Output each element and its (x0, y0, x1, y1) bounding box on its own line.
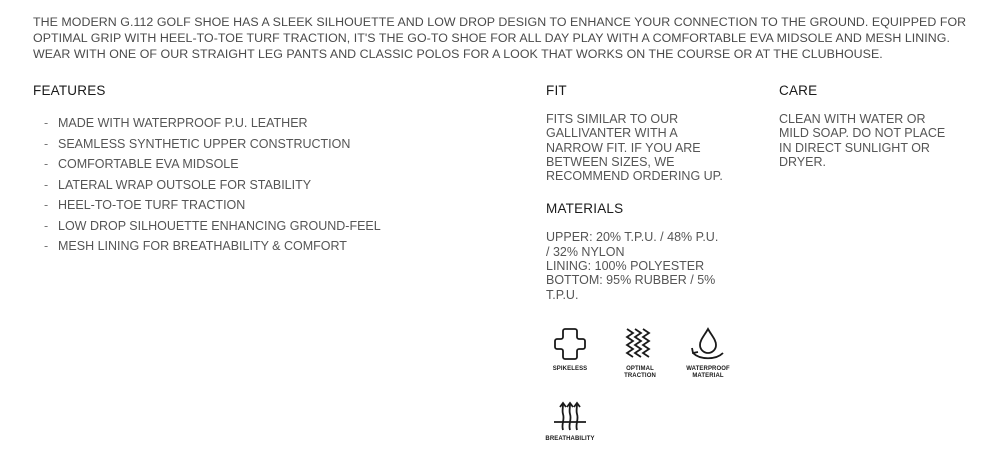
spikeless-badge (538, 326, 602, 373)
features-section (33, 83, 513, 257)
care-section (779, 83, 979, 169)
list-item: - COMFORTABLE EVA MIDSOLE (44, 157, 239, 171)
features-list (33, 113, 513, 257)
waterproof-icon (690, 326, 726, 362)
fit-section (546, 83, 746, 302)
breathability-badge (538, 398, 602, 443)
materials-heading: MATERIALS (546, 201, 624, 217)
features-heading: FEATURES (33, 83, 106, 98)
list-item: - SEAMLESS SYNTHETIC UPPER CONSTRUCTION (44, 136, 351, 151)
waterproof-badge (676, 326, 740, 380)
spikeless-caption: SPIKELESS (552, 366, 588, 372)
waterproof-caption: WATERPROOF MATERIAL (686, 366, 730, 379)
list-item: - LATERAL WRAP OUTSOLE FOR STABILITY (44, 177, 312, 192)
list-item: - MADE WITH WATERPROOF P.U. LEATHER (44, 116, 308, 130)
care-text: CLEAN WITH WATER OR MILD SOAP. DO NOT PLACE IN DIRECT SUNLIGHT OR DRYER. (779, 112, 946, 169)
traction-badge (608, 326, 672, 380)
list-item: - HEEL-TO-TOE TURF TRACTION (44, 198, 246, 212)
care-heading: CARE (779, 83, 818, 98)
product-description: THE MODERN G.112 GOLF SHOE HAS A SLEEK SILHOUETTE AND LOW DROP DESIGN TO ENHANCE YOUR CONNECTION TO THE GROUND. EQUIPPED FOR OPTIMAL GRIP WITH HEEL-TO-TOE TURF TRACTION, IT'S THE GO-TO SHOE FOR ALL DAY PLAY WITH A COMFORTABLE EVA MIDSOLE AND MESH LINING. WEAR WITH ONE OF OUR STRAIGHT LEG PANTS AND CLASSIC POLOS FOR A LOOK THAT WORKS ON THE COURSE OR AT THE CLUBHOUSE. (33, 15, 967, 61)
list-item: - MESH LINING FOR BREATHABILITY & COMFORT (44, 239, 347, 253)
breathability-icon (552, 398, 588, 432)
fit-heading: FIT (546, 83, 567, 98)
materials-text: UPPER: 20% T.P.U. / 48% P.U. / 32% NYLON LINING: 100% POLYESTER BOTTOM: 95% RUBBER / 5% T.P.U. (546, 230, 719, 302)
list-item: - LOW DROP SILHOUETTE ENHANCING GROUND-FEEL (44, 218, 381, 233)
traction-icon (622, 326, 658, 362)
breathability-caption: BREATHABILITY (545, 436, 595, 442)
traction-caption: OPTIMAL TRACTION (624, 366, 656, 379)
fit-text: FITS SIMILAR TO OUR GALLIVANTER WITH A NARROW FIT. IF YOU ARE BETWEEN SIZES, WE RECOMMEND ORDERING UP. (546, 112, 723, 184)
feature-icons (546, 322, 756, 452)
spikeless-icon (552, 326, 588, 362)
